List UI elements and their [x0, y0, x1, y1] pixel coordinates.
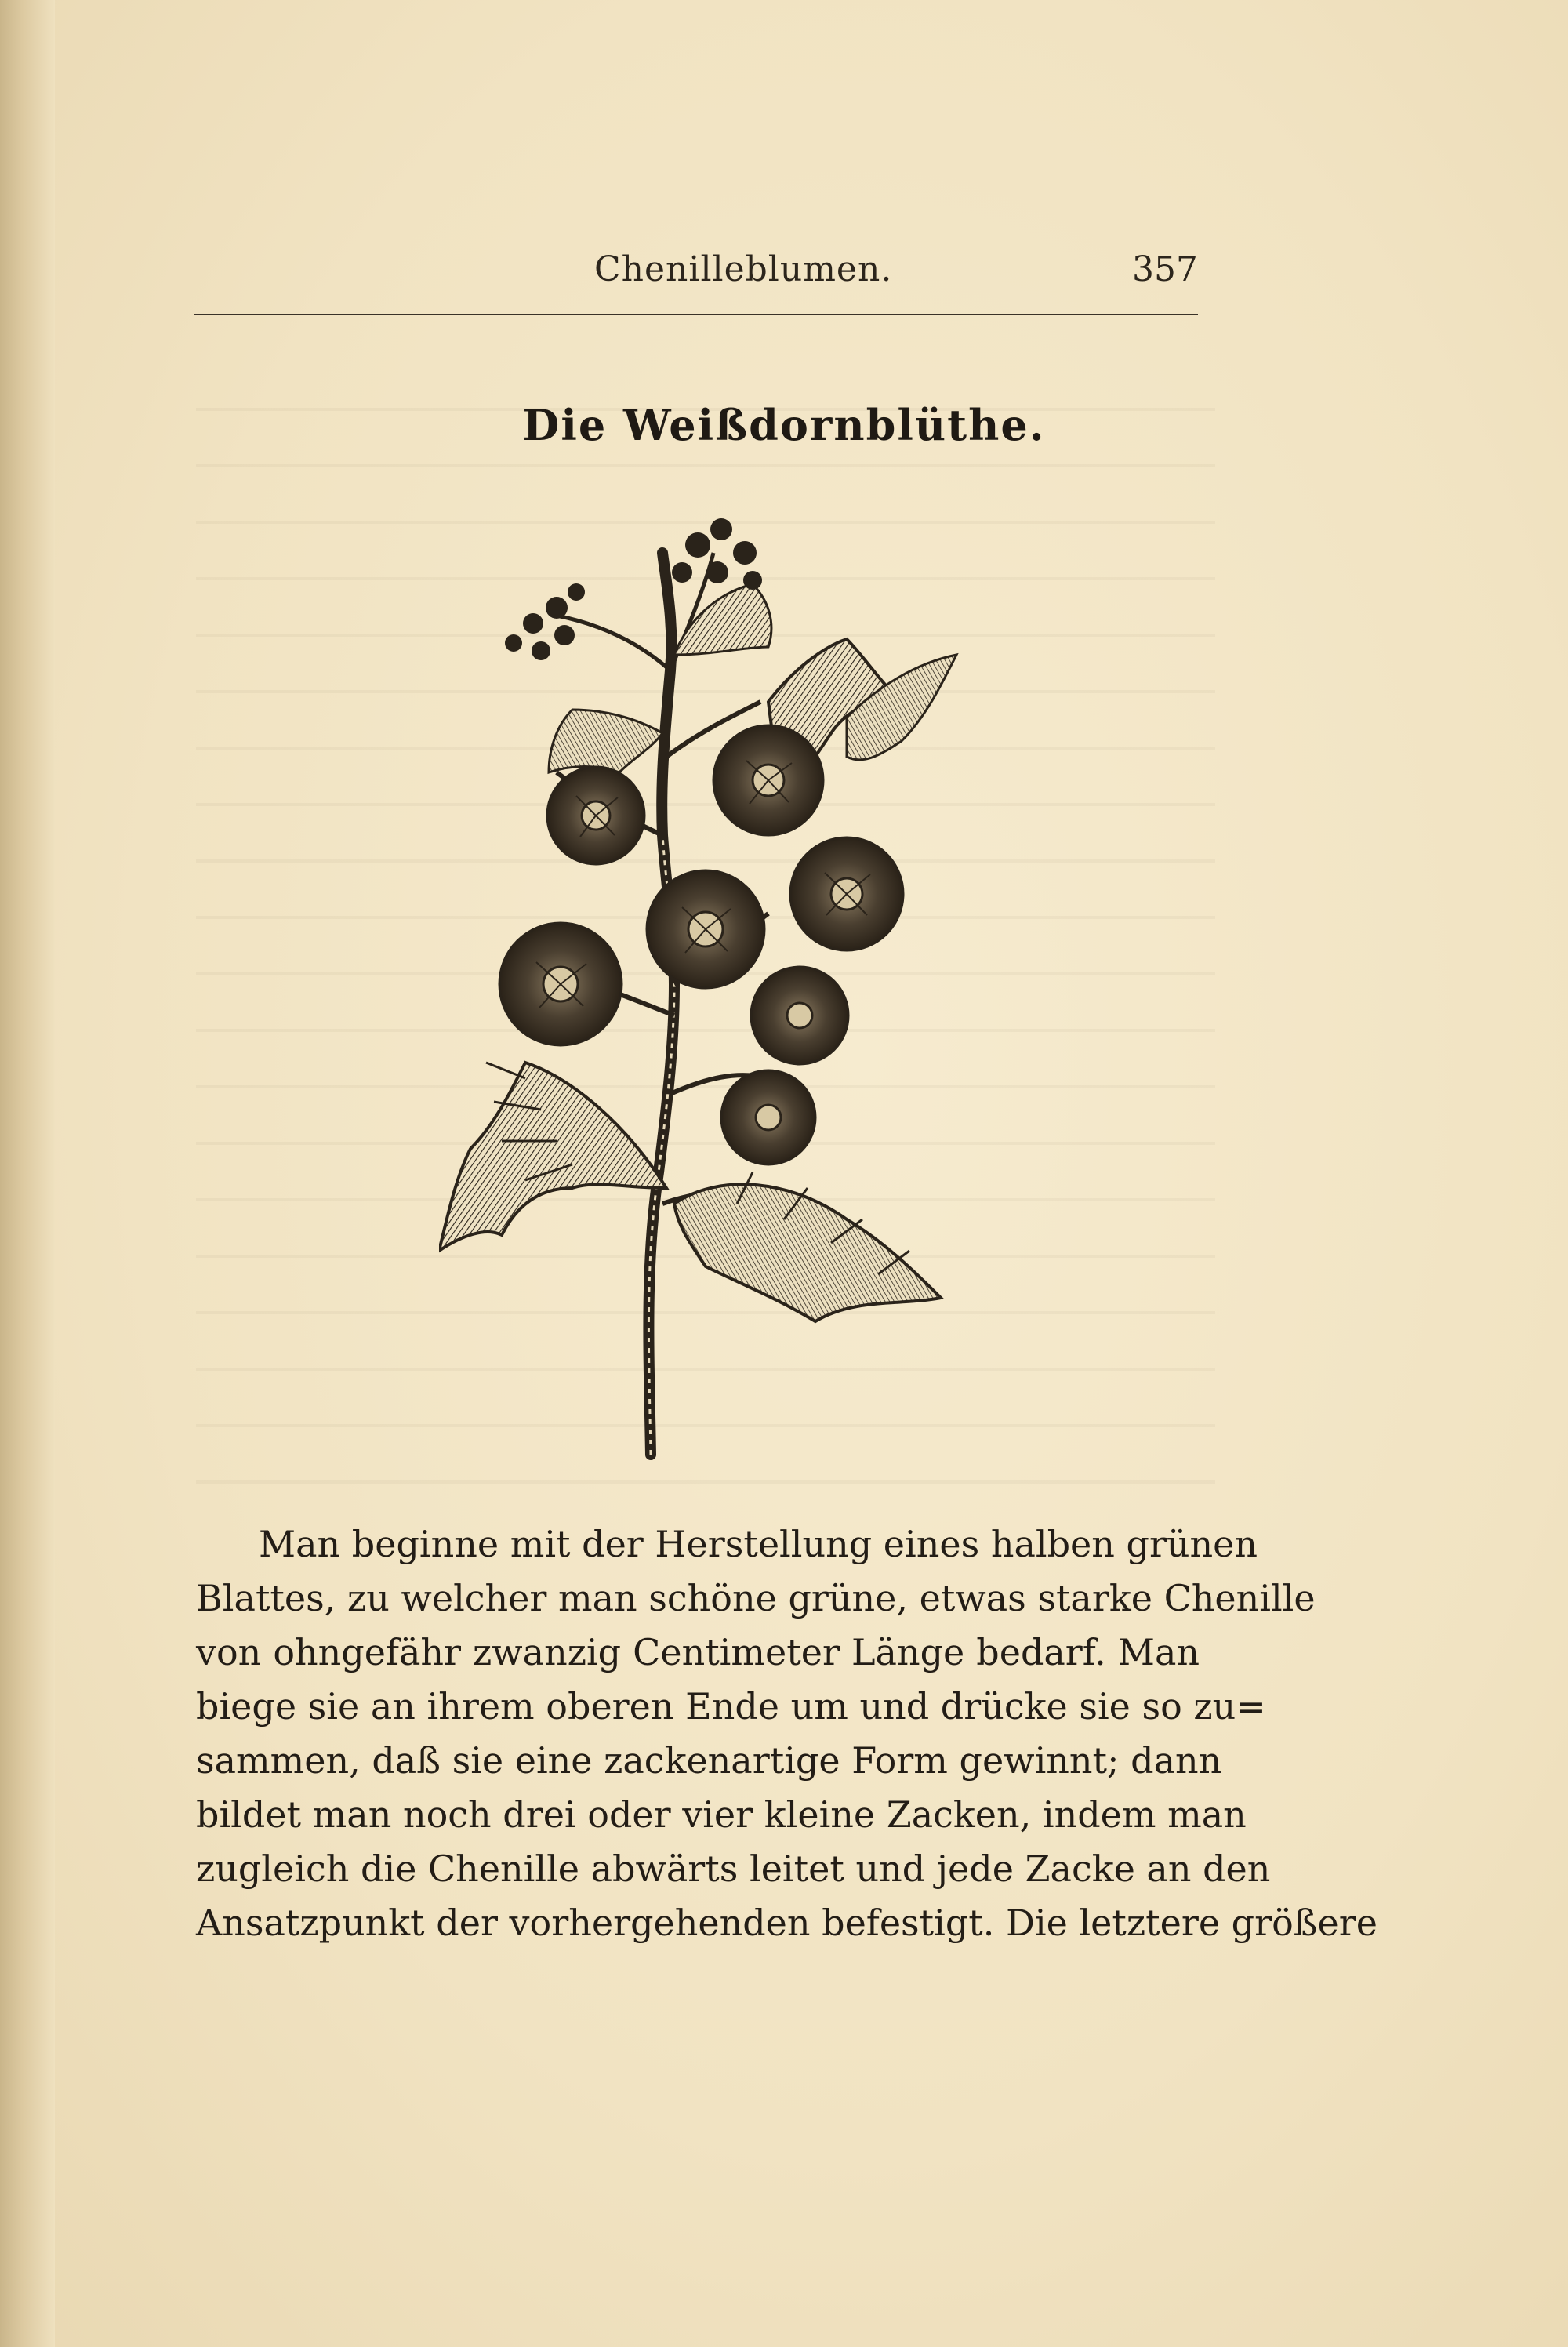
running-head — [194, 249, 1198, 296]
body-line: bildet man noch drei oder vier kleine Zacken, indem man — [196, 1793, 1247, 1836]
body-line: Man beginne mit der Herstellung eines halben grünen — [259, 1523, 1258, 1565]
section-heading-text: Die Weißdornblüthe. — [522, 400, 1046, 450]
section-heading — [0, 400, 1568, 450]
header-rule — [194, 314, 1198, 315]
body-line: Ansatzpunkt der vorhergehenden befestigt. Die letztere größere — [196, 1902, 1377, 1944]
running-head-title: Chenilleblumen. — [594, 249, 893, 289]
body-paragraph — [196, 1517, 1377, 1950]
page-number: 357 — [1132, 249, 1198, 289]
page-binding-edge — [0, 0, 55, 2347]
body-line: von ohngefähr zwanzig Centimeter Länge bedarf. Man — [196, 1631, 1200, 1673]
body-line: sammen, daß sie eine zackenartige Form gewinnt; dann — [196, 1739, 1222, 1782]
hawthorn-blossom-engraving-icon — [439, 498, 972, 1462]
body-line: zugleich die Chenille abwärts leitet und jede Zacke an den — [196, 1847, 1271, 1890]
body-line: Blattes, zu welcher man schöne grüne, etwas starke Chenille — [196, 1577, 1316, 1619]
body-line: biege sie an ihrem oberen Ende um und drücke sie so zu= — [196, 1685, 1266, 1728]
